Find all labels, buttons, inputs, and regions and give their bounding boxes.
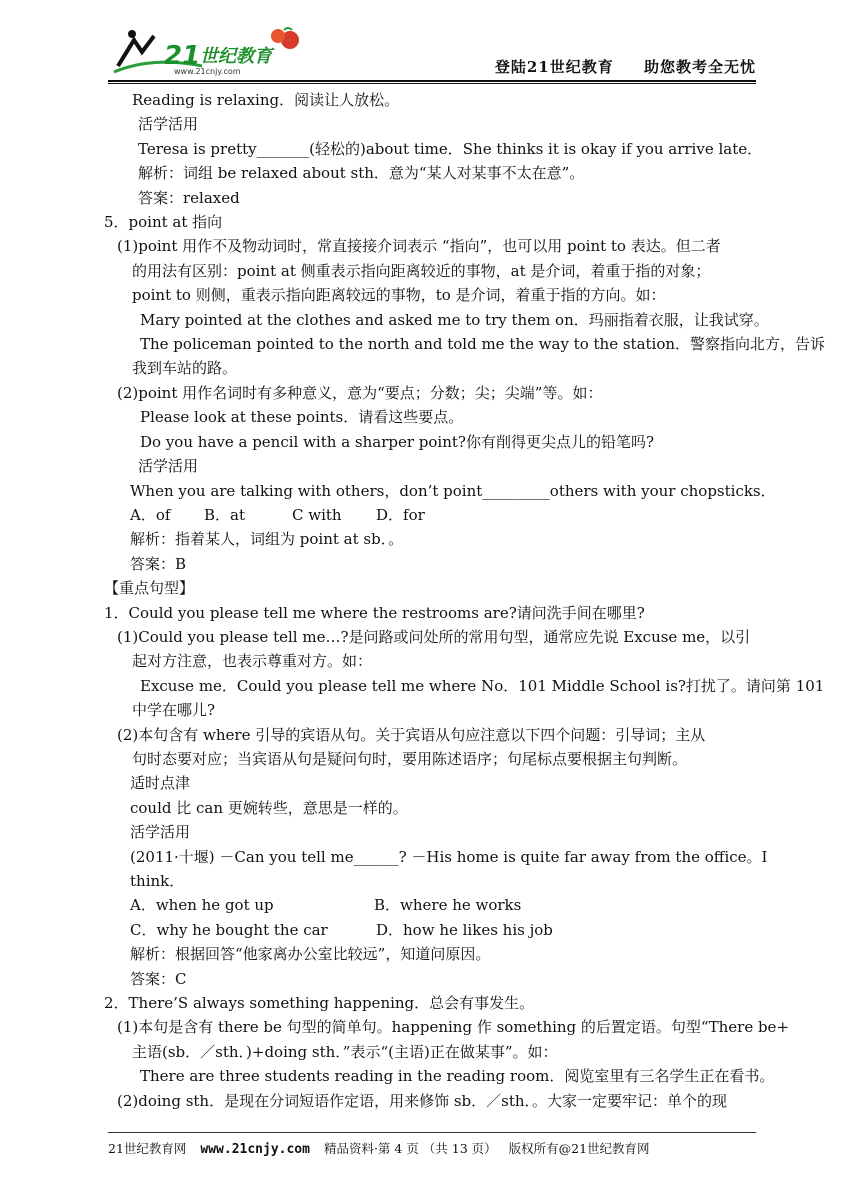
section-item: 2．There’S always something happening．总会有事发生。 xyxy=(104,994,535,1013)
example-line: The policeman pointed to the north and told me the way to the station．警察指向北方，告诉 xyxy=(140,335,826,354)
header-rule-thin xyxy=(108,83,756,84)
choice-b: B．at xyxy=(204,505,245,524)
choice-c: C with xyxy=(292,505,342,524)
text-line: 活学活用 xyxy=(130,823,191,842)
text-line: 中学在哪儿? xyxy=(132,701,216,720)
text-line: 解析：指着某人，词组为 point at sb．。 xyxy=(130,530,404,549)
page-header xyxy=(108,22,756,80)
text-line: 的用法有区别：point at 侧重表示指向距离较近的事物，at 是介词，着重于指的对象； xyxy=(132,261,711,280)
text-line: 活学活用 xyxy=(138,457,199,476)
example-line: There are three students reading in the reading room．阅览室里有三名学生正在看书。 xyxy=(140,1067,775,1086)
header-slogan xyxy=(471,56,756,77)
text-line: (1)point 用作不及物动词时，常直接接介词表示 “指向”，也可以用 point to 表达。但二者 xyxy=(117,237,721,256)
text-line: point to 则侧，重表示指向距离较远的事物，to 是介词，着重于指的方向。如： xyxy=(132,286,666,305)
document-body xyxy=(104,88,826,1113)
text-line: 活学活用 xyxy=(138,115,199,134)
text-line: Reading is relaxing．阅读让人放松。 xyxy=(132,91,400,109)
text-line: 答案：C xyxy=(130,969,187,988)
text-line: 答案：relaxed xyxy=(138,188,240,207)
text-line: 主语(sb．／sth．)+doing sth．”表示“(主语)正在做某事”。如： xyxy=(132,1042,558,1061)
text-line: 句时态要对应；当宾语从句是疑问句时，要用陈述语序；句尾标点要根据主句判断。 xyxy=(132,749,688,768)
text-line: Teresa is pretty_______(轻松的)about time．She thinks it is okay if you arrive late． xyxy=(138,139,763,158)
example-line: Do you have a pencil with a sharper point?你有削得更尖点儿的铅笔吗? xyxy=(140,432,654,451)
svg-text:世纪教育: 世纪教育 xyxy=(200,46,272,67)
example-line: Please look at these points．请看这些要点。 xyxy=(140,408,464,427)
text-line: 解析：词组 be relaxed about sth．意为“某人对某事不太在意”。 xyxy=(138,164,585,183)
footer-page-info: 精品资料·第 4 页 （共 13 页） xyxy=(323,1141,497,1156)
section-heading: 【重点句型】 xyxy=(104,579,195,598)
header-rule xyxy=(108,80,756,82)
section-item: 5．point at 指向 xyxy=(104,213,223,232)
page-footer xyxy=(108,1139,756,1157)
choice-b: B．where he works xyxy=(374,896,522,915)
choice-a: A．when he got up xyxy=(130,896,274,915)
choice-row xyxy=(104,918,764,942)
text-line: 我到车站的路。 xyxy=(132,359,238,378)
example-line: Mary pointed at the clothes and asked me to try them on．玛丽指着衣服，让我试穿。 xyxy=(140,310,769,329)
text-line: could 比 can 更婉转些，意思是一样的。 xyxy=(130,798,408,817)
text-line: (1)本句是含有 there be 句型的简单句。happening 作 something 的后置定语。句型“There be+ xyxy=(117,1018,790,1037)
footer-rule xyxy=(108,1132,756,1133)
svg-text:www.21cnjy.com: www.21cnjy.com xyxy=(174,67,241,76)
text-line: 解析：根据回答“他家离办公室比较远”，知道问原因。 xyxy=(130,945,491,964)
exercise-line: think． xyxy=(130,872,185,890)
text-line: 起对方注意，也表示尊重对方。如： xyxy=(132,652,373,671)
text-line: (2)point 用作名词时有多种意义，意为“要点；分数；尖；尖端”等。如： xyxy=(117,383,603,402)
example-line: Excuse me．Could you please tell me where No．101 Middle School is?打扰了。请问第 101 xyxy=(140,676,825,695)
text-line: 答案：B xyxy=(130,554,187,573)
choice-c: C．why he bought the car xyxy=(130,920,328,939)
footer-url[interactable]: www.21cnjy.com xyxy=(200,1142,310,1157)
text-line: (2)doing sth．是现在分词短语作定语，用来修饰 sb．／sth．。大家一定要牢记：单个的现 xyxy=(117,1091,728,1110)
header-title-2: 助您教考全无忧 xyxy=(643,58,756,76)
choice-row xyxy=(104,503,764,527)
footer-site-name: 21世纪教育网 xyxy=(108,1141,187,1156)
exercise-line: When you are talking with others，don’t point_________others with your chopsticks． xyxy=(130,481,776,500)
site-logo xyxy=(112,26,312,76)
footer-copyright: 版权所有@21世纪教育网 xyxy=(508,1141,650,1156)
choice-row xyxy=(104,893,764,917)
exercise-line: (2011·十堰) －Can you tell me______? －His home is quite far away from the office。I xyxy=(130,847,768,866)
header-title-1: 登陆21世纪教育 xyxy=(494,58,614,76)
section-item: 1．Could you please tell me where the restrooms are?请问洗手间在哪里? xyxy=(104,603,645,622)
text-line: 适时点津 xyxy=(130,774,191,793)
choice-a: A．of xyxy=(130,505,171,524)
svg-text:21: 21 xyxy=(164,41,201,71)
text-line: (1)Could you please tell me…?是问路或问处所的常用句型，通常应先说 Excuse me，以引 xyxy=(117,627,751,646)
choice-d: D．for xyxy=(376,505,425,524)
text-line: (2)本句含有 where 引导的宾语从句。关于宾语从句应注意以下四个问题：引导词；主从 xyxy=(117,725,706,744)
choice-d: D．how he likes his job xyxy=(376,920,553,939)
